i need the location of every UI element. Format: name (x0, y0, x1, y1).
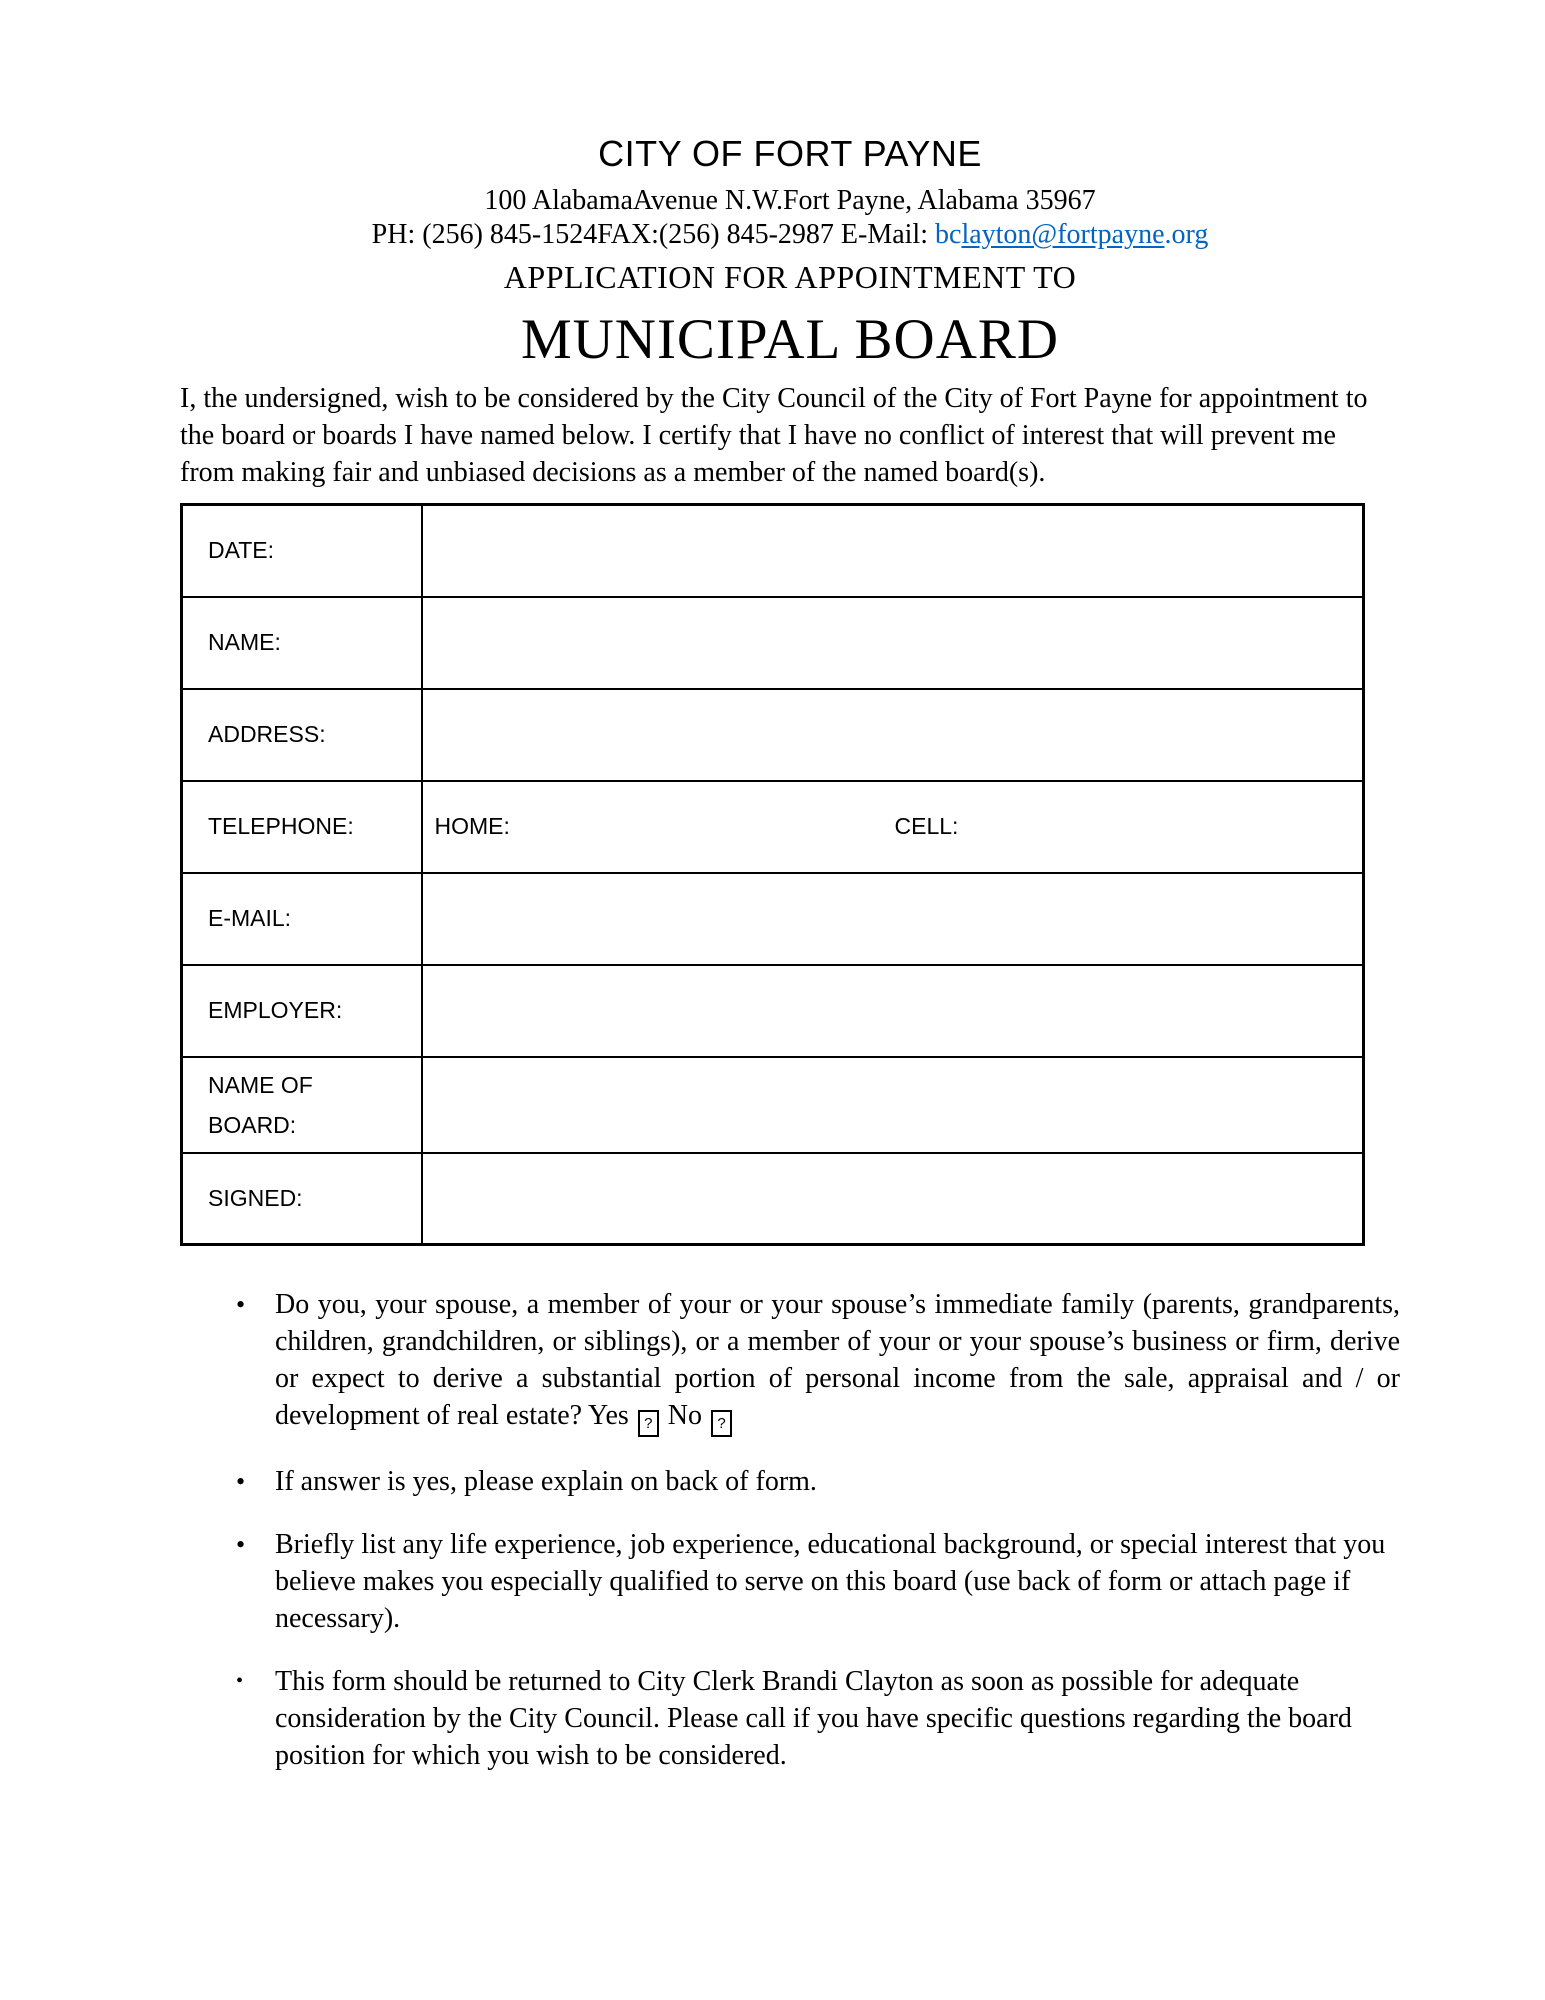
yes-label: Yes (588, 1400, 629, 1431)
name-of-board-label: NAME OF BOARD: (182, 1057, 422, 1153)
employer-input-cell[interactable] (422, 965, 1364, 1057)
home-phone-label: HOME: (434, 813, 510, 839)
address-label: ADDRESS: (182, 689, 422, 781)
table-row-signed (182, 1153, 1364, 1245)
signed-label: SIGNED: (182, 1153, 422, 1245)
if-yes-text: If answer is yes, please explain on back of form. (275, 1466, 817, 1497)
table-row-employer (182, 965, 1364, 1057)
organization-address: 100 AlabamaAvenue N.W.Fort Payne, Alabama 35967 (484, 185, 1096, 216)
intro-paragraph: I, the undersigned, wish to be considered by the City Council of the City of Fort Payne for appointment to the board or boards I have named below. I certify that I have no conflict of interest that will prevent me from making fair and unbiased decisions as a member of the named board(s). (180, 383, 1368, 488)
bullet-real-estate-question (236, 1286, 1400, 1437)
date-label: DATE: (182, 505, 422, 597)
instructions-bullet-list (236, 1286, 1400, 1774)
real-estate-question-text: Do you, your spouse, a member of your or your spouse’s immediate family (parents, grandparents, children, grandchildren, or siblings), or a member of your or your spouse’s business or firm, derive or expect to derive a substantial portion of personal income from the sale, appraisal and / or development of real estate? Yes ? No ? (275, 1286, 1400, 1437)
bullet-return-instructions (236, 1663, 1400, 1774)
date-input-cell[interactable] (422, 505, 1364, 597)
bullet-icon: • (236, 1530, 246, 1559)
email-input-cell[interactable] (422, 873, 1364, 965)
name-of-board-input-cell[interactable] (422, 1057, 1364, 1153)
no-checkbox-glyph[interactable]: ? (711, 1410, 732, 1437)
address-input-cell[interactable] (422, 689, 1364, 781)
return-instructions-text: This form should be returned to City Clerk Brandi Clayton as soon as possible for adequate consideration by the City Council. Please call if you have specific questions regarding the board position for which you wish to be considered. (275, 1666, 1352, 1771)
bullet-icon: • (236, 1670, 244, 1692)
form-header (180, 130, 1400, 371)
employer-label: EMPLOYER: (182, 965, 422, 1057)
application-subtitle: APPLICATION FOR APPOINTMENT TO (503, 259, 1077, 295)
email-label: E-MAIL: (182, 873, 422, 965)
signed-input-cell[interactable] (422, 1153, 1364, 1245)
bullet-icon: • (236, 1467, 246, 1496)
email-part-underlined: layton@fortpayne (961, 219, 1165, 250)
table-row-telephone (182, 781, 1364, 873)
phone-fax-email-prefix: PH: (256) 845-1524FAX:(256) 845-2987 E-Mail: (371, 219, 935, 250)
bullet-icon: • (236, 1290, 246, 1319)
bullet-experience (236, 1526, 1400, 1637)
table-row-address (182, 689, 1364, 781)
table-row-name (182, 597, 1364, 689)
email-part-suffix: .org (1164, 219, 1209, 250)
applicant-info-table (180, 503, 1365, 1246)
name-label: NAME: (182, 597, 422, 689)
contact-line (180, 218, 1400, 252)
cell-phone-label: CELL: (894, 813, 959, 839)
name-input-cell[interactable] (422, 597, 1364, 689)
telephone-label: TELEPHONE: (182, 781, 422, 873)
no-label: No (667, 1400, 703, 1431)
table-row-name-of-board (182, 1057, 1364, 1153)
telephone-input-cell[interactable] (422, 781, 1364, 873)
email-part-pre: bc (935, 219, 962, 250)
email-link[interactable] (935, 219, 1208, 250)
experience-text: Briefly list any life experience, job experience, educational background, or special interest that you believe makes you especially qualified to serve on this board (use back of form or attach page if necessary). (275, 1529, 1386, 1634)
organization-name: CITY OF FORT PAYNE (598, 133, 982, 174)
page-title: MUNICIPAL BOARD (520, 308, 1060, 371)
table-row-date (182, 505, 1364, 597)
yes-checkbox-glyph[interactable]: ? (638, 1410, 659, 1437)
bullet-if-yes (236, 1463, 1400, 1500)
table-row-email (182, 873, 1364, 965)
